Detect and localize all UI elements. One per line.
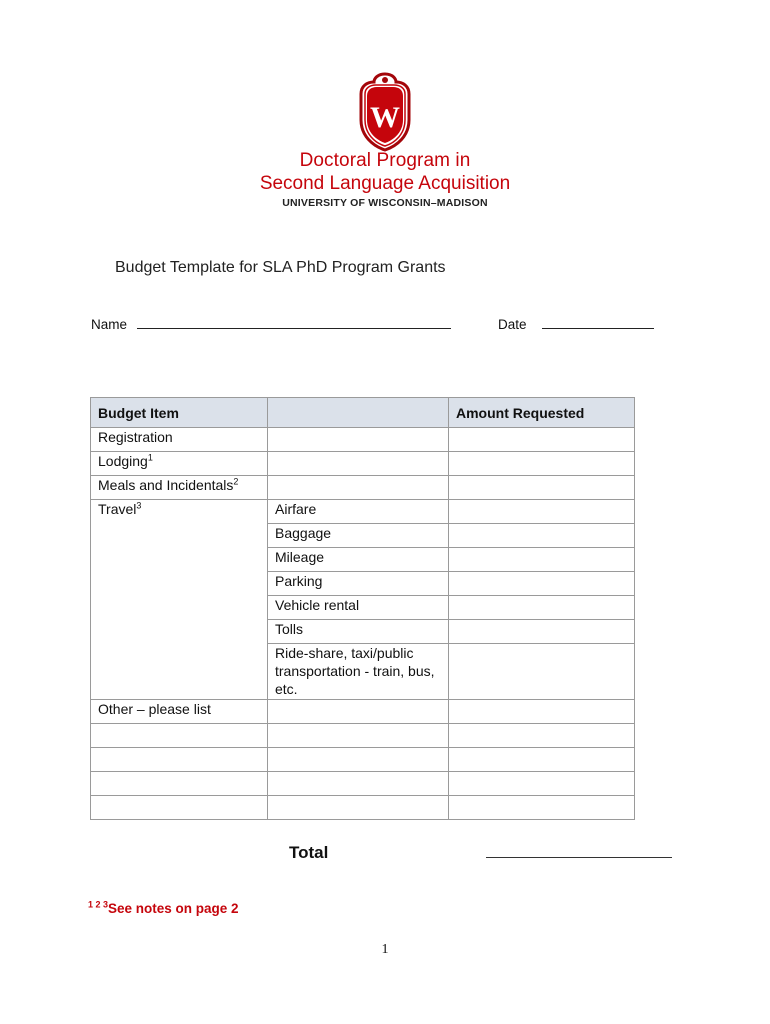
header-subitem	[268, 398, 449, 428]
logo-university: UNIVERSITY OF WISCONSIN–MADISON	[282, 197, 488, 209]
amount-requested-cell[interactable]	[449, 700, 635, 724]
amount-requested-cell[interactable]	[449, 796, 635, 820]
amount-requested-cell[interactable]	[449, 644, 635, 700]
budget-subitem-cell[interactable]: Airfare	[268, 500, 449, 524]
budget-subitem-cell[interactable]: Mileage	[268, 548, 449, 572]
budget-subitem-cell[interactable]	[268, 724, 449, 748]
budget-item-cell[interactable]	[91, 572, 268, 596]
table-row	[91, 620, 635, 644]
budget-item-cell[interactable]	[91, 524, 268, 548]
header-amount-requested: Amount Requested	[449, 398, 635, 428]
date-field-row	[498, 317, 654, 332]
amount-requested-cell[interactable]	[449, 524, 635, 548]
budget-subitem-cell[interactable]: Tolls	[268, 620, 449, 644]
footnote-marker: 3	[136, 500, 142, 511]
budget-item-cell[interactable]	[91, 428, 268, 452]
budget-item-label: Registration	[98, 429, 173, 445]
budget-subitem-cell[interactable]: Baggage	[268, 524, 449, 548]
budget-item-cell[interactable]	[91, 620, 268, 644]
budget-item-cell[interactable]	[91, 500, 268, 524]
amount-requested-cell[interactable]	[449, 548, 635, 572]
header-budget-item: Budget Item	[91, 398, 268, 428]
budget-item-cell[interactable]	[91, 452, 268, 476]
budget-item-cell[interactable]	[91, 596, 268, 620]
table-row	[91, 500, 635, 524]
table-row	[91, 700, 635, 724]
budget-subitem-cell[interactable]	[268, 476, 449, 500]
table-header-row	[91, 398, 635, 428]
budget-item-label: Lodging	[98, 453, 148, 469]
budget-item-label: Travel	[98, 501, 137, 517]
name-label: Name	[91, 317, 128, 332]
date-blank-line[interactable]	[542, 327, 654, 329]
table-row	[91, 524, 635, 548]
budget-subitem-cell[interactable]: Ride-share, taxi/public transportation - train, bus, etc.	[268, 644, 449, 700]
budget-subitem-cell[interactable]	[268, 796, 449, 820]
budget-subitem-cell[interactable]	[268, 772, 449, 796]
logo-program-line1: Doctoral Program in	[299, 150, 471, 171]
table-row	[91, 644, 635, 700]
table-row	[91, 796, 635, 820]
name-field-row	[91, 317, 451, 332]
total-label: Total	[289, 843, 329, 862]
total-blank-line[interactable]	[486, 857, 672, 858]
amount-requested-cell[interactable]	[449, 428, 635, 452]
amount-requested-cell[interactable]	[449, 476, 635, 500]
table-row	[91, 452, 635, 476]
amount-requested-cell[interactable]	[449, 572, 635, 596]
budget-table	[90, 397, 635, 820]
table-row	[91, 428, 635, 452]
budget-item-cell[interactable]	[91, 796, 268, 820]
amount-requested-cell[interactable]	[449, 748, 635, 772]
table-row	[91, 772, 635, 796]
budget-subitem-cell[interactable]: Parking	[268, 572, 449, 596]
budget-item-cell[interactable]	[91, 548, 268, 572]
budget-item-cell[interactable]	[91, 644, 268, 700]
budget-item-cell[interactable]	[91, 724, 268, 748]
footnote-marker: 1	[147, 452, 153, 463]
budget-item-cell[interactable]	[91, 772, 268, 796]
budget-item-cell[interactable]	[91, 700, 268, 724]
amount-requested-cell[interactable]	[449, 452, 635, 476]
table-row	[91, 476, 635, 500]
footnote-marker: 2	[233, 476, 239, 487]
budget-item-cell[interactable]	[91, 748, 268, 772]
amount-requested-cell[interactable]	[449, 772, 635, 796]
footnote-numbers: 1 2 3	[88, 899, 109, 910]
amount-requested-cell[interactable]	[449, 500, 635, 524]
table-row	[91, 748, 635, 772]
table-row	[91, 548, 635, 572]
budget-item-label: Meals and Incidentals	[98, 477, 234, 493]
budget-subitem-cell[interactable]	[268, 748, 449, 772]
budget-subitem-cell[interactable]	[268, 452, 449, 476]
budget-subitem-cell[interactable]	[268, 700, 449, 724]
budget-item-cell[interactable]	[91, 476, 268, 500]
logo-program-line2: Second Language Acquisition	[259, 173, 511, 194]
table-row	[91, 596, 635, 620]
budget-subitem-cell[interactable]: Vehicle rental	[268, 596, 449, 620]
name-blank-line[interactable]	[137, 327, 451, 329]
document-title: Budget Template for SLA PhD Program Grants	[115, 259, 446, 276]
amount-requested-cell[interactable]	[449, 596, 635, 620]
amount-requested-cell[interactable]	[449, 620, 635, 644]
uw-crest-logo	[357, 72, 413, 152]
footnote-reference	[88, 901, 239, 916]
budget-subitem-cell[interactable]	[268, 428, 449, 452]
footnote-text: See notes on page 2	[108, 901, 239, 916]
budget-item-label: Other – please list	[98, 701, 211, 717]
table-row	[91, 572, 635, 596]
page-number: 1	[381, 942, 389, 957]
amount-requested-cell[interactable]	[449, 724, 635, 748]
crest-letter: W	[370, 101, 400, 134]
date-label: Date	[498, 317, 527, 332]
table-row	[91, 724, 635, 748]
